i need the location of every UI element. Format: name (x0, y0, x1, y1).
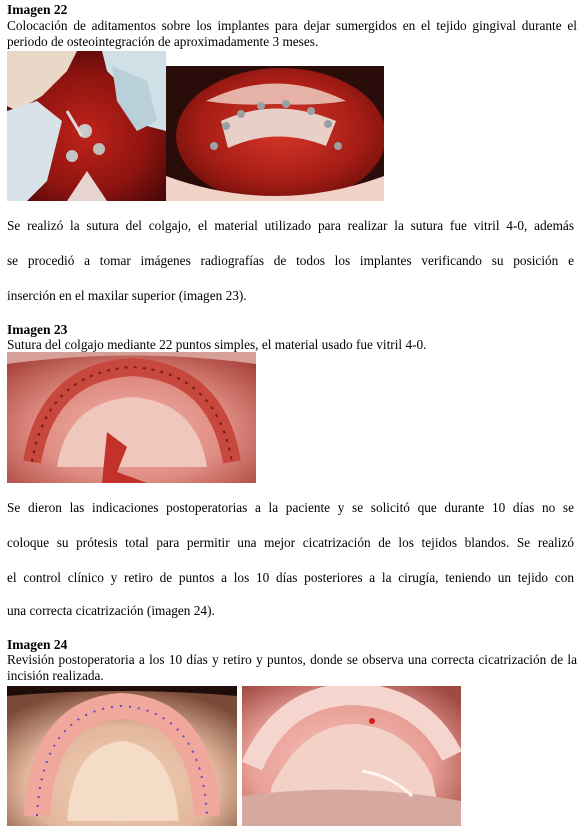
image-23-title: Imagen 23 (7, 322, 68, 337)
image-22-caption: Colocación de aditamentos sobre los implantes para dejar sumergidos en el tejido gingival durante el periodo de osteointegración de aproximadamente 3 meses. (7, 18, 577, 49)
photo-postop-with-sutures (7, 686, 237, 826)
photo-postop-after-suture-removal (242, 686, 461, 826)
paragraph-1-line-3: inserción en el maxilar superior (imagen 23). (7, 288, 247, 303)
paragraph-1-line-2: se procedió a tomar imágenes radiografías de todos los implantes verificando su posición e (7, 253, 574, 268)
paragraph-1-line-1: Se realizó la sutura del colgajo, el material utilizado para realizar la sutura fue vitril 4-0, además (7, 218, 574, 233)
photo-implant-abutment-placement (7, 51, 166, 201)
image-24-title: Imagen 24 (7, 637, 68, 652)
photo-abutments-on-implants (166, 66, 384, 201)
paragraph-2-line-3: el control clínico y retiro de puntos a los 10 días posteriores a la cirugía, teniendo un tejido con (7, 570, 574, 585)
paragraph-2-line-1: Se dieron las indicaciones postoperatorias a la paciente y se solicitó que durante 10 días no se (7, 500, 574, 515)
image-23-caption: Sutura del colgajo mediante 22 puntos simples, el material usado fue vitril 4-0. (7, 337, 427, 352)
paragraph-2-line-4: una correcta cicatrización (imagen 24). (7, 603, 215, 618)
image-22-title: Imagen 22 (7, 2, 68, 17)
paragraph-2-line-2: coloque su prótesis total para permitir una mejor cicatrización de los tejidos blandos. Se realizó (7, 535, 574, 550)
photo-flap-suture (7, 352, 256, 483)
image-24-caption: Revisión postoperatoria a los 10 días y retiro y puntos, donde se observa una correcta cicatrización de la incisión realizada. (7, 652, 577, 683)
